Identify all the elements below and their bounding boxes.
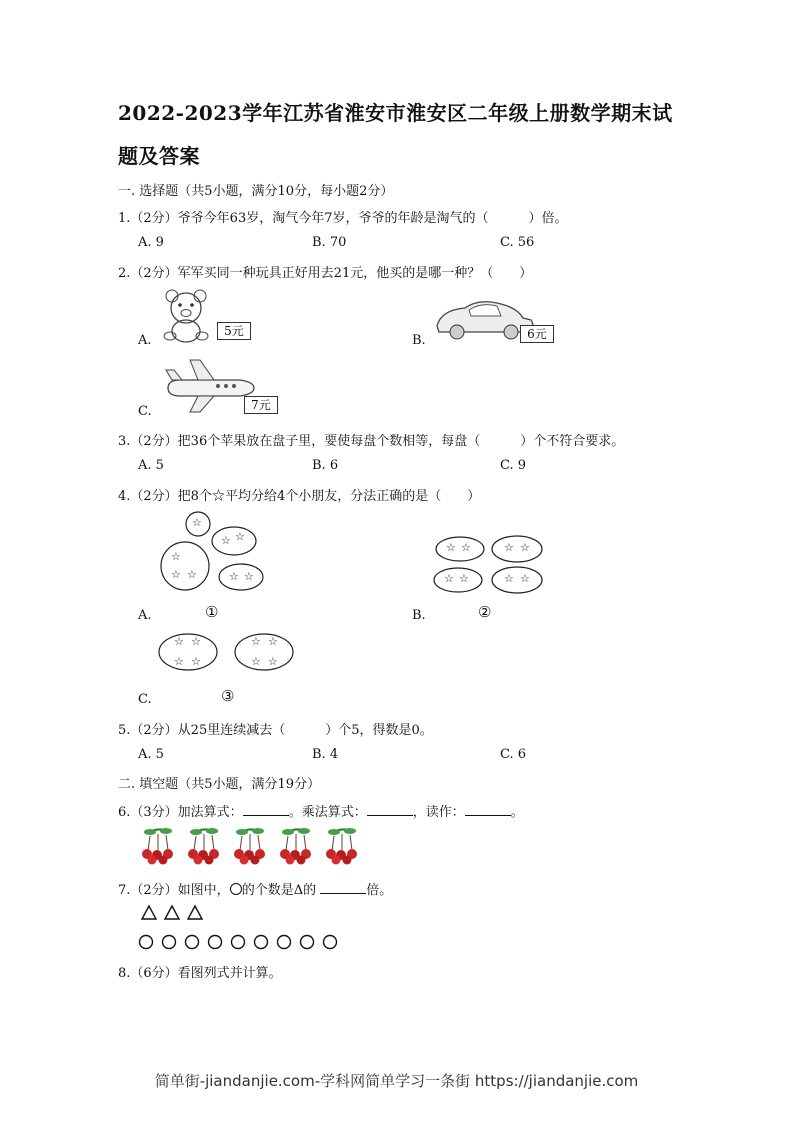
option-c: C. <box>138 692 152 707</box>
option-a: A. <box>138 608 152 623</box>
star: ☆ <box>171 550 181 563</box>
question-text: 3.（2分）把36个苹果放在盘子里，要使每盘个数相等，每盘（ <box>118 434 481 449</box>
star: ☆ <box>244 570 254 583</box>
star: ☆ <box>174 655 184 668</box>
answer-blank <box>243 802 289 816</box>
star: ☆ <box>461 541 471 554</box>
footer-text: 简单街-jiandanjie.com-学科网简单学习一条街 https://jiandanjie.com <box>154 1072 639 1090</box>
star: ☆ <box>520 572 530 585</box>
star: ☆ <box>268 635 278 648</box>
section-heading: 一. 选择题（共5小题，满分10分，每小题2分） <box>118 184 394 199</box>
star: ☆ <box>192 516 202 529</box>
star: ☆ <box>504 572 514 585</box>
circle-symbol <box>230 883 242 895</box>
question-text: 5.（2分）从25里连续减去（ <box>118 723 286 738</box>
question-text: 的个数是Δ的 <box>241 883 317 898</box>
star: ☆ <box>251 635 261 648</box>
triangle-row <box>140 904 210 922</box>
question-text: ，读作： <box>412 805 465 820</box>
price-tag: 7元 <box>244 396 278 414</box>
question-text: 。 <box>510 805 524 820</box>
star: ☆ <box>174 635 184 648</box>
option-a: A. 5 <box>138 747 164 762</box>
option-a: A. <box>138 333 152 348</box>
price-tag: 6元 <box>520 325 554 343</box>
question-7 <box>118 879 392 898</box>
question-2: 2.（2分）军军买同一种玩具正好用去21元，他买的是哪一种？（ ） <box>118 266 533 281</box>
star: ☆ <box>171 568 181 581</box>
cherries-icon <box>138 826 368 866</box>
star: ☆ <box>504 541 514 554</box>
option-c: C. 56 <box>500 235 535 250</box>
circle-row <box>138 933 342 951</box>
question-5 <box>118 719 433 738</box>
option-c: C. 6 <box>500 747 527 762</box>
question-text: ）个5，得数是0。 <box>325 723 433 738</box>
page-title: 2022-2023学年江苏省淮安市淮安区二年级上册数学期末试 <box>118 101 673 125</box>
answer-blank <box>320 880 366 894</box>
question-text: 倍。 <box>366 883 393 898</box>
option-b: B. <box>412 608 426 623</box>
star: ☆ <box>444 572 454 585</box>
page-title-cont: 题及答案 <box>118 144 200 168</box>
question-text: 6.（3分）加法算式： <box>118 805 243 820</box>
option-c: C. <box>138 404 152 419</box>
question-8: 8.（6分）看图列式并计算。 <box>118 966 282 981</box>
question-text: 7.（2分）如图中， <box>118 883 230 898</box>
star: ☆ <box>229 570 239 583</box>
option-c: C. 9 <box>500 458 527 473</box>
question-4: 4.（2分）把8个☆平均分给4个小朋友，分法正确的是（ ） <box>118 489 481 504</box>
section-heading: 二. 填空题（共5小题，满分19分） <box>118 777 321 792</box>
option-b: B. 6 <box>312 458 339 473</box>
star: ☆ <box>446 541 456 554</box>
figure-label: ③ <box>221 687 235 705</box>
question-text: ）倍。 <box>528 211 568 226</box>
question-text: 1.（2分）爷爷今年63岁，淘气今年7岁，爷爷的年龄是淘气的（ <box>118 211 489 226</box>
question-text: 。乘法算式： <box>288 805 367 820</box>
question-6 <box>118 801 524 820</box>
figure-label: ① <box>205 603 219 621</box>
option-b: B. 4 <box>312 747 339 762</box>
option-b: B. 70 <box>312 235 347 250</box>
option-a: A. 9 <box>138 235 164 250</box>
star: ☆ <box>459 572 469 585</box>
star: ☆ <box>221 534 231 547</box>
star: ☆ <box>235 530 245 543</box>
star: ☆ <box>268 655 278 668</box>
star: ☆ <box>191 635 201 648</box>
answer-blank <box>367 802 413 816</box>
star: ☆ <box>191 655 201 668</box>
question-text: ）个不符合要求。 <box>520 434 625 449</box>
answer-blank <box>465 802 511 816</box>
option-b: B. <box>412 333 426 348</box>
star: ☆ <box>251 655 261 668</box>
price-tag: 5元 <box>217 322 251 340</box>
star: ☆ <box>187 568 197 581</box>
figure-label: ② <box>478 603 492 621</box>
star: ☆ <box>520 541 530 554</box>
option-a: A. 5 <box>138 458 164 473</box>
